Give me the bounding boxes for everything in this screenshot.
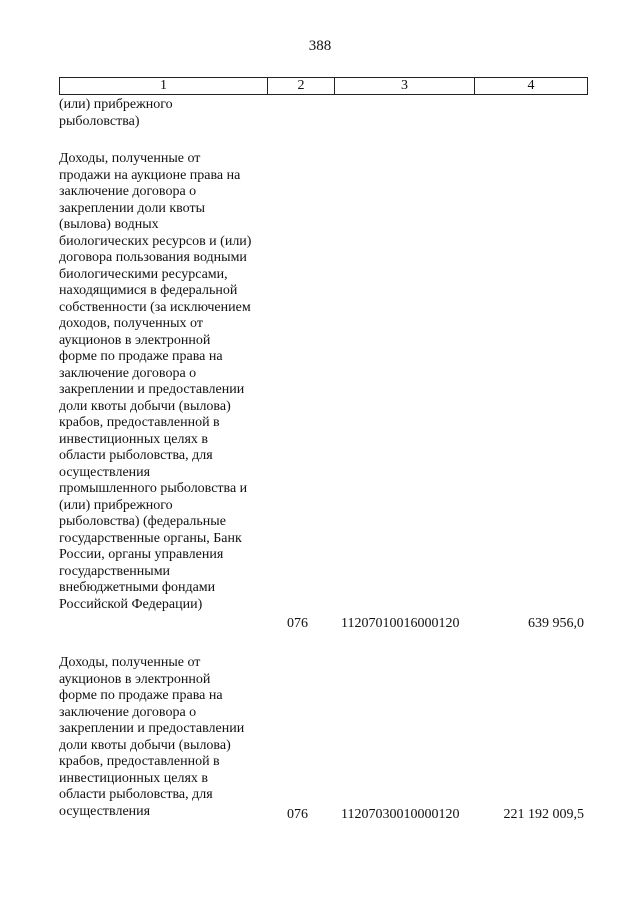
- text-line: доли квоты добычи (вылова): [59, 398, 231, 414]
- text-line: внебюджетными фондами: [59, 580, 216, 595]
- text-line: (вылова) водных: [59, 217, 159, 232]
- text-line: области рыболовства, для: [59, 787, 213, 802]
- text-line: биологическими ресурсами,: [59, 266, 228, 282]
- column-header-table: [59, 77, 588, 95]
- text-line: промышленного рыболовства и: [59, 481, 248, 496]
- text-line: аукционов в электронной: [59, 671, 211, 687]
- admin-code-1: 076: [287, 616, 308, 631]
- amount-2: 221 192 009,5: [503, 807, 584, 822]
- amount-1: 639 956,0: [528, 616, 584, 631]
- text-line: государственными: [59, 563, 171, 579]
- text-line: продажи на аукционе права на: [59, 167, 241, 183]
- text-line: Российской Федерации): [59, 596, 203, 612]
- admin-code-2: 076: [287, 807, 308, 822]
- page-number: 388: [308, 38, 332, 54]
- text-line: инвестиционных целях в: [59, 431, 209, 447]
- text-line: доли квоты добычи (вылова): [59, 737, 231, 753]
- text-line: крабов, предоставленной в: [59, 415, 220, 430]
- text-line: (или) прибрежного: [59, 497, 173, 513]
- text-line: закреплении доли квоты: [59, 200, 206, 216]
- text-line: биологических ресурсов и (или): [59, 233, 252, 249]
- text-line: заключение договора о: [59, 704, 197, 720]
- text-line: инвестиционных целях в: [59, 770, 209, 786]
- text-line: собственности (за исключением: [59, 299, 251, 315]
- column-header-2: 2: [268, 78, 335, 95]
- column-header-3: 3: [335, 78, 475, 95]
- text-line: Доходы, полученные от: [59, 151, 201, 166]
- text-line: России, органы управления: [59, 547, 224, 562]
- kbk-code-1: 11207010016000120: [341, 616, 460, 631]
- text-line: закреплении и предоставлении: [59, 721, 245, 736]
- text-line: государственные органы, Банк: [59, 530, 242, 546]
- row-description-continuation: [59, 97, 267, 130]
- text-line: (или) прибрежного: [59, 97, 173, 112]
- text-line: заключение договора о: [59, 365, 197, 381]
- row-description-2: [59, 655, 267, 820]
- text-line: области рыболовства, для: [59, 448, 213, 463]
- text-line: рыболовства) (федеральные: [59, 514, 226, 529]
- text-line: рыболовства): [59, 113, 140, 129]
- text-line: заключение договора о: [59, 184, 197, 199]
- kbk-code-2: 11207030010000120: [341, 807, 460, 822]
- text-line: доходов, полученных от: [59, 316, 203, 331]
- text-line: находящимися в федеральной: [59, 283, 238, 298]
- text-line: Доходы, полученные от: [59, 655, 201, 670]
- row-description-1: [59, 151, 267, 613]
- text-line: закреплении и предоставлении: [59, 382, 245, 397]
- text-line: форме по продаже права на: [59, 688, 223, 703]
- column-header-row: [60, 78, 588, 95]
- column-header-4: 4: [475, 78, 588, 95]
- column-header-1: 1: [60, 78, 268, 95]
- text-line: форме по продаже права на: [59, 349, 223, 364]
- text-line: аукционов в электронной: [59, 332, 211, 348]
- text-line: осуществления: [59, 803, 151, 819]
- text-line: осуществления: [59, 464, 151, 480]
- text-line: договора пользования водными: [59, 250, 247, 265]
- text-line: крабов, предоставленной в: [59, 754, 220, 769]
